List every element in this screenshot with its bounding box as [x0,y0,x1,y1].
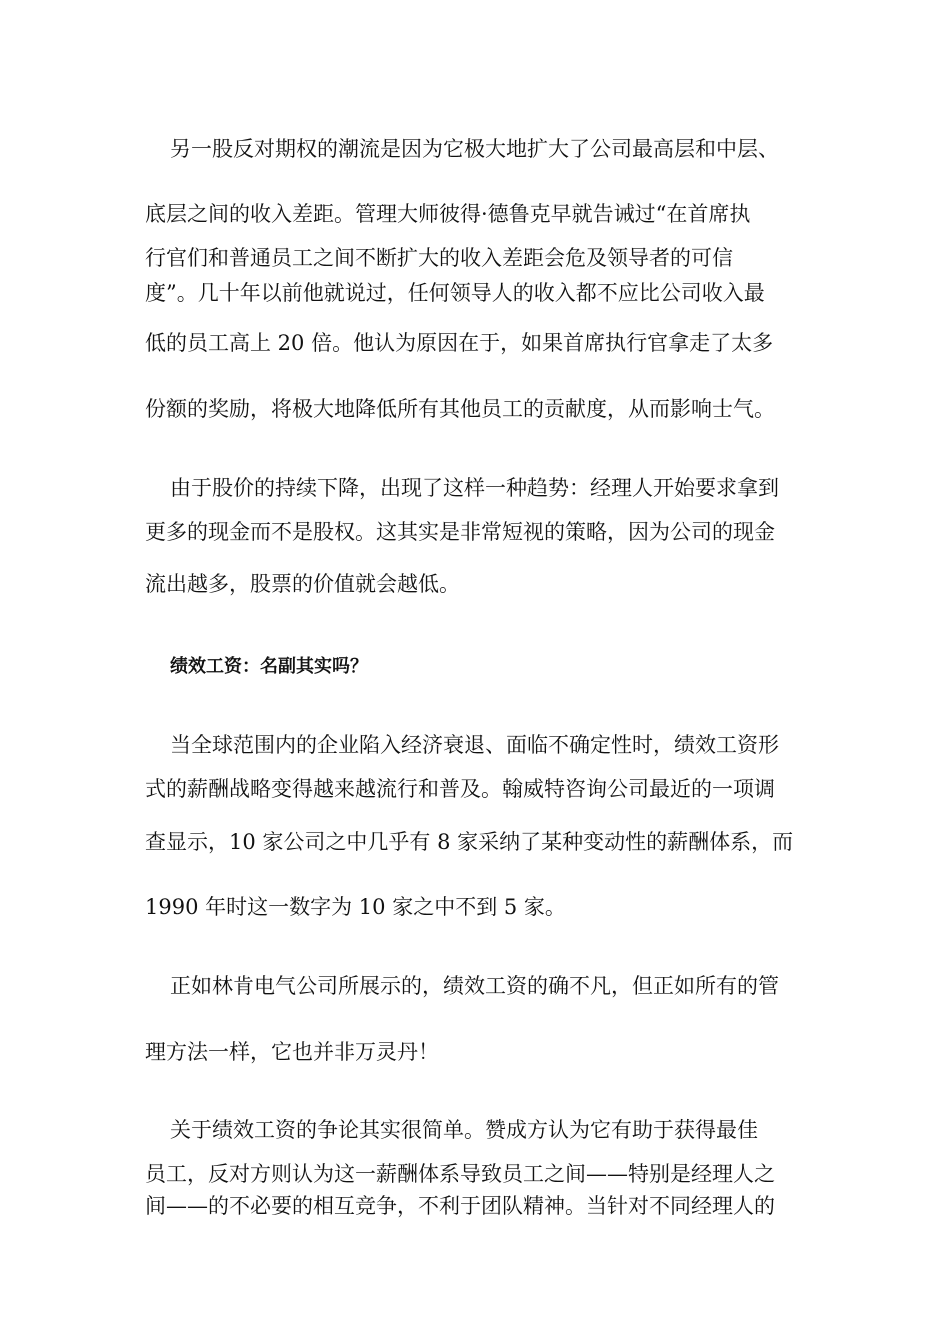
text-line: 度”。几十年以前他就说过，任何领导人的收入都不应比公司收入最 [145,281,765,305]
text-line: 另一股反对期权的潮流是因为它极大地扩大了公司最高层和中层、 [170,137,779,161]
text-line: 理方法一样，它也并非万灵丹！ [145,1040,439,1064]
text-line: 员工，反对方则认为这一薪酬体系导致员工之间——特别是经理人之 [145,1162,775,1186]
text-line: 式的薪酬战略变得越来越流行和普及。翰威特咨询公司最近的一项调 [145,777,775,801]
text-line: 底层之间的收入差距。管理大师彼得·德鲁克早就告诫过“在首席执 [145,202,751,226]
section-heading: 绩效工资：名副其实吗？ [170,656,368,677]
text-line: 由于股价的持续下降，出现了这样一种趋势：经理人开始要求拿到 [170,476,779,500]
text-line: 1990 年时这一数字为 10 家之中不到 5 家。 [145,895,566,919]
text-line: 流出越多，股票的价值就会越低。 [145,572,460,596]
text-line: 份额的奖励，将极大地降低所有其他员工的贡献度，从而影响士气。 [145,397,775,421]
text-line: 正如林肯电气公司所展示的，绩效工资的确不凡，但正如所有的管 [170,974,779,998]
text-line: 行官们和普通员工之间不断扩大的收入差距会危及领导者的可信 [145,246,733,270]
text-line: 关于绩效工资的争论其实很简单。赞成方认为它有助于获得最佳 [170,1118,758,1142]
text-line: 查显示，10 家公司之中几乎有 8 家采纳了某种变动性的薪酬体系，而 [145,830,794,854]
text-line: 低的员工高上 20 倍。他认为原因在于，如果首席执行官拿走了太多 [145,331,774,355]
text-line: 当全球范围内的企业陷入经济衰退、面临不确定性时，绩效工资形 [170,733,779,757]
text-line: 间——的不必要的相互竞争，不利于团队精神。当针对不同经理人的 [145,1194,775,1218]
text-line: 更多的现金而不是股权。这其实是非常短视的策略，因为公司的现金 [145,520,775,544]
